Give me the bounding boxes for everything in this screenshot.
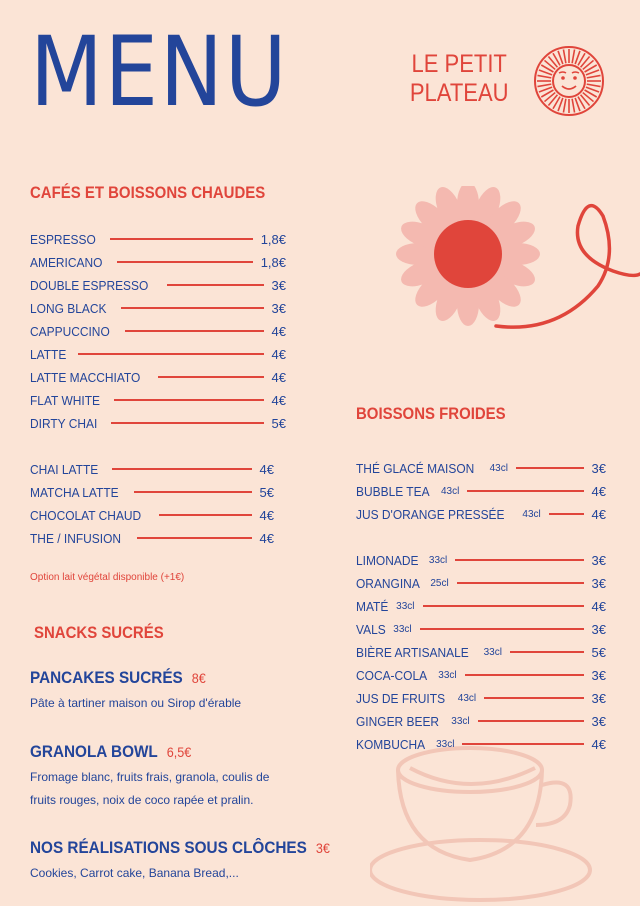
snack-desc-pancakes: Pâte à tartiner maison ou Sirop d'érable <box>30 696 242 710</box>
item-name: ESPRESSO <box>30 231 96 247</box>
item-name: LONG BLACK <box>30 300 107 316</box>
item-name: CHOCOLAT CHAUD <box>30 507 142 523</box>
menu-item-row <box>30 483 274 501</box>
menu-item-row <box>30 506 274 524</box>
snack-title-granola <box>30 742 191 762</box>
snack-name: NOS RÉALISATIONS SOUS CLÔCHES <box>30 838 307 857</box>
snack-desc-cloches: Cookies, Carrot cake, Banana Bread,... <box>30 866 239 880</box>
leader-line <box>159 514 252 516</box>
leader-line <box>110 238 253 240</box>
item-volume: 33cl <box>451 715 470 727</box>
menu-item-row <box>356 620 606 638</box>
item-name: KOMBUCHA <box>356 736 426 752</box>
menu-item-row <box>356 551 606 569</box>
leader-line <box>137 537 252 539</box>
menu-item-row <box>30 253 286 271</box>
leader-line <box>111 422 263 424</box>
menu-item-row <box>30 345 286 363</box>
item-volume: 43cl <box>457 692 477 704</box>
item-price: 4€ <box>271 369 286 385</box>
snack-name: PANCAKES SUCRÉS <box>30 668 183 687</box>
item-volume: 33cl <box>393 623 412 635</box>
menu-item-row <box>356 482 606 500</box>
item-price: 4€ <box>271 346 286 362</box>
item-name: DOUBLE ESPRESSO <box>30 277 149 293</box>
item-volume: 33cl <box>428 554 448 566</box>
item-price: 5€ <box>259 484 274 500</box>
leader-line <box>134 491 251 493</box>
brand-line-1: LE PETIT <box>411 50 507 78</box>
item-name: MATÉ <box>356 598 389 614</box>
menu-item-row <box>356 574 606 592</box>
leader-line <box>516 467 584 469</box>
leader-line <box>423 605 584 607</box>
item-price: 4€ <box>259 530 274 546</box>
menu-item-row <box>356 666 606 684</box>
item-price: 3€ <box>591 621 606 637</box>
item-volume: 33cl <box>438 669 457 681</box>
item-price: 3€ <box>271 300 286 316</box>
item-name: FLAT WHITE <box>30 392 100 408</box>
item-price: 3€ <box>591 690 606 706</box>
item-volume: 33cl <box>436 738 455 750</box>
item-name: JUS DE FRUITS <box>356 690 446 706</box>
item-price: 4€ <box>591 483 606 499</box>
cold-drinks-heading: BOISSONS FROIDES <box>356 404 506 423</box>
item-name: AMERICANO <box>30 254 103 270</box>
menu-item-row <box>30 299 286 317</box>
item-name: CAPPUCCINO <box>30 323 110 339</box>
menu-item-row <box>356 459 606 477</box>
menu-item-row <box>356 712 606 730</box>
plant-milk-note: Option lait végétal disponible (+1€) <box>30 572 185 583</box>
item-name: COCA-COLA <box>356 667 428 683</box>
leader-line <box>457 582 584 584</box>
item-volume: 25cl <box>430 577 449 589</box>
item-name: LATTE MACCHIATO <box>30 369 141 385</box>
menu-title: MENU <box>30 16 289 128</box>
snack-price: 3€ <box>315 840 330 856</box>
item-price: 3€ <box>591 460 606 476</box>
menu-item-row <box>30 230 286 248</box>
item-price: 4€ <box>591 736 606 752</box>
leader-line <box>112 468 251 470</box>
item-price: 4€ <box>591 506 606 522</box>
leader-line <box>462 743 583 745</box>
item-name: MATCHA LATTE <box>30 484 119 500</box>
menu-item-row <box>30 460 274 478</box>
item-price: 1,8€ <box>260 231 286 247</box>
brand-line-2: PLATEAU <box>409 79 509 107</box>
coffee-cup-icon <box>370 740 610 906</box>
leader-line <box>125 330 264 332</box>
menu-item-row <box>30 368 286 386</box>
brand-name <box>402 50 516 108</box>
item-price: 3€ <box>591 713 606 729</box>
item-name: LATTE <box>30 346 67 362</box>
item-name: ORANGINA <box>356 575 420 591</box>
item-price: 5€ <box>271 415 286 431</box>
menu-item-row <box>356 643 606 661</box>
item-name: THÉ GLACÉ MAISON <box>356 460 475 476</box>
hot-drinks-heading: CAFÉS ET BOISSONS CHAUDES <box>30 183 266 202</box>
item-name: DIRTY CHAI <box>30 415 98 431</box>
leader-line <box>484 697 583 699</box>
item-price: 4€ <box>591 598 606 614</box>
item-price: 5€ <box>591 644 606 660</box>
item-price: 4€ <box>259 507 274 523</box>
snack-desc-granola: Fromage blanc, fruits frais, granola, coulis de fruits rouges, noix de coco rapée et pralin. <box>30 770 270 807</box>
snacks-heading: SNACKS SUCRÉS <box>34 623 164 642</box>
menu-item-row <box>30 414 286 432</box>
snack-title-pancakes <box>30 668 206 688</box>
menu-item-row <box>30 529 274 547</box>
leader-line <box>78 353 264 355</box>
leader-line <box>455 559 583 561</box>
sun-face-icon <box>532 44 606 118</box>
item-name: GINGER BEER <box>356 713 440 729</box>
leader-line <box>510 651 584 653</box>
snack-price: 8€ <box>191 670 206 686</box>
item-name: BIÈRE ARTISANALE <box>356 644 469 660</box>
leader-line <box>465 674 584 676</box>
item-volume: 43cl <box>522 508 541 520</box>
item-volume: 43cl <box>440 485 460 497</box>
item-name: THE / INFUSION <box>30 530 122 546</box>
leader-line <box>117 261 253 263</box>
menu-item-row <box>356 597 606 615</box>
item-price: 4€ <box>259 461 274 477</box>
leader-line <box>121 307 263 309</box>
item-price: 4€ <box>271 323 286 339</box>
item-name: LIMONADE <box>356 552 419 568</box>
menu-item-row <box>30 322 286 340</box>
item-volume: 43cl <box>489 462 508 474</box>
leader-line <box>549 513 584 515</box>
item-price: 3€ <box>271 277 286 293</box>
menu-item-row <box>30 391 286 409</box>
flower-icon <box>388 186 640 336</box>
item-price: 3€ <box>591 575 606 591</box>
item-name: JUS D'ORANGE PRESSÉE <box>356 506 505 522</box>
leader-line <box>467 490 583 492</box>
snack-name: GRANOLA BOWL <box>30 742 158 761</box>
menu-item-row <box>356 735 606 753</box>
item-price: 3€ <box>591 667 606 683</box>
item-price: 3€ <box>591 552 606 568</box>
leader-line <box>420 628 584 630</box>
leader-line <box>158 376 264 378</box>
menu-item-row <box>30 276 286 294</box>
item-price: 4€ <box>271 392 286 408</box>
snack-price: 6,5€ <box>166 744 192 760</box>
snack-title-cloches <box>30 838 330 858</box>
item-price: 1,8€ <box>260 254 286 270</box>
item-volume: 33cl <box>483 646 502 658</box>
item-volume: 33cl <box>396 600 415 612</box>
menu-item-row <box>356 505 606 523</box>
leader-line <box>114 399 263 401</box>
leader-line <box>167 284 264 286</box>
menu-item-row <box>356 689 606 707</box>
item-name: BUBBLE TEA <box>356 483 430 499</box>
item-name: VALS <box>356 621 386 637</box>
item-name: CHAI LATTE <box>30 461 99 477</box>
leader-line <box>478 720 584 722</box>
